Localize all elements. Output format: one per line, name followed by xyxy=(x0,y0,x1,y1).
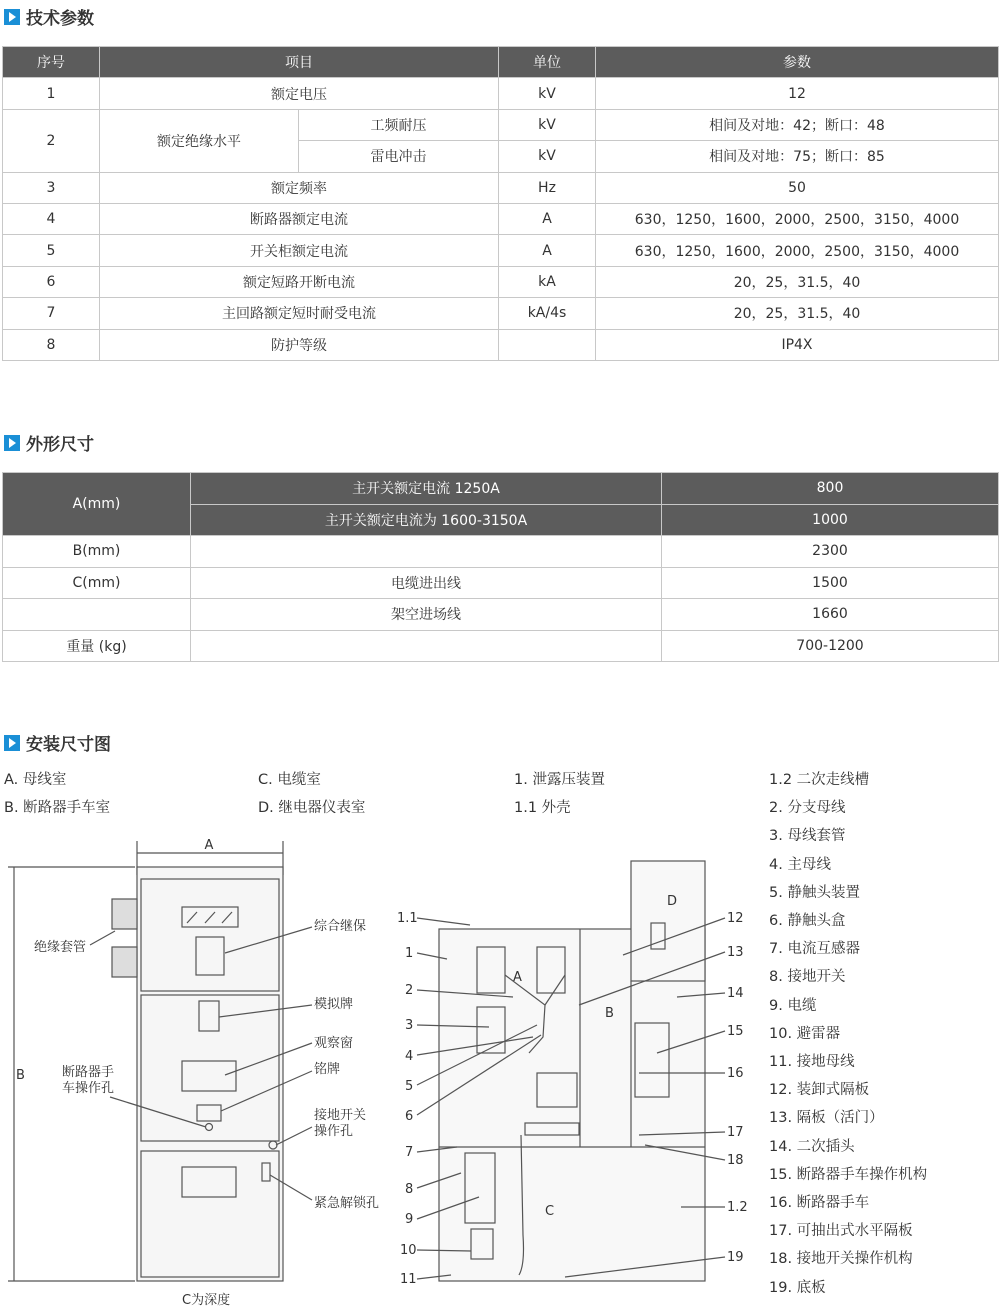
callout-right: 12 xyxy=(727,911,744,926)
table-row: 8 防护等级 IP4X xyxy=(3,329,999,360)
callout-left: 8 xyxy=(405,1182,414,1197)
header-item: 项目 xyxy=(100,47,499,78)
section-title-dims: 外形尺寸 xyxy=(4,430,94,455)
callout-left: 6 xyxy=(405,1109,414,1124)
section-title-install: 安装尺寸图 xyxy=(4,730,111,755)
callout-left: 1 xyxy=(405,946,414,961)
label-nameplate: 铭牌 xyxy=(314,1062,341,1077)
callout-left: 7 xyxy=(405,1145,414,1160)
label-earth-hole-1: 接地开关 xyxy=(314,1108,367,1123)
dimensions-table xyxy=(2,472,999,662)
callout-right: 17 xyxy=(727,1125,744,1140)
label-relay: 综合继保 xyxy=(314,919,367,934)
side-view-drawing xyxy=(395,855,770,1295)
table-header-row xyxy=(3,47,999,78)
legend-item: 5. 静触头装置 xyxy=(769,884,860,901)
callout-right: 14 xyxy=(727,986,744,1001)
callout-right: 1.2 xyxy=(727,1200,748,1215)
callout-right: 16 xyxy=(727,1066,744,1081)
label-insulator: 绝缘套管 xyxy=(34,940,87,955)
section-title-tech: 技术参数 xyxy=(4,4,94,29)
legend-item: 12. 装卸式隔板 xyxy=(769,1082,870,1099)
label-breaker-hole-2: 车操作孔 xyxy=(62,1081,115,1096)
table-row: 2 额定绝缘水平 工频耐压 kV 相间及对地：42；断口：48 xyxy=(3,109,999,140)
legend-item: 19. 底板 xyxy=(769,1279,826,1296)
table-row: 3 额定频率 Hz 50 xyxy=(3,172,999,203)
legend-item: 18. 接地开关操作机构 xyxy=(769,1251,913,1268)
callout-left: 5 xyxy=(405,1079,414,1094)
legend-item: 10. 避雷器 xyxy=(769,1025,841,1042)
legend-item: 11. 接地母线 xyxy=(769,1054,855,1071)
legend-item: 8. 接地开关 xyxy=(769,969,846,986)
legend-item: 13. 隔板（活门） xyxy=(769,1110,884,1127)
header-unit: 单位 xyxy=(499,47,596,78)
legend-item: 7. 电流互感器 xyxy=(769,941,860,958)
play-arrow-icon xyxy=(4,9,20,25)
header-no: 序号 xyxy=(3,47,100,78)
label-breaker-hole-1: 断路器手 xyxy=(62,1065,115,1080)
dim-a-label: A xyxy=(204,838,214,853)
legend-item: 14. 二次插头 xyxy=(769,1138,855,1155)
callout-left: 3 xyxy=(405,1018,414,1033)
table-row: 重量 (kg) 700-1200 xyxy=(3,630,999,662)
legend-item: 16. 断路器手车 xyxy=(769,1195,870,1212)
header-value: 参数 xyxy=(596,47,999,78)
legend-item: 17. 可抽出式水平隔板 xyxy=(769,1223,913,1240)
table-row: C(mm) 电缆进出线 1500 xyxy=(3,567,999,599)
callout-right: 19 xyxy=(727,1250,744,1265)
table-row: 架空进场线 1660 xyxy=(3,599,999,631)
legend-item: 4. 主母线 xyxy=(769,856,831,873)
front-view-drawing xyxy=(0,835,395,1310)
table-row: B(mm) 2300 xyxy=(3,536,999,568)
legend-item: 1.1 外壳 xyxy=(514,800,571,817)
legend-col-1 xyxy=(4,766,110,822)
label-mimic: 模拟牌 xyxy=(314,997,354,1012)
label-unlock: 紧急解锁孔 xyxy=(314,1196,380,1211)
callout-right: 18 xyxy=(727,1153,744,1168)
callout-right: 13 xyxy=(727,945,744,960)
legend-item: 1. 泄露压装置 xyxy=(514,772,605,788)
callout-left: 2 xyxy=(405,983,414,998)
tech-params-table xyxy=(2,46,999,361)
legend-col-3 xyxy=(514,766,605,822)
label-window: 观察窗 xyxy=(314,1036,354,1051)
legend-item: 6. 静触头盒 xyxy=(769,913,846,930)
table-row: 主开关额定电流为 1600-3150A 1000 xyxy=(3,504,999,536)
play-arrow-icon xyxy=(4,435,20,451)
legend-item: 2. 分支母线 xyxy=(769,800,846,817)
callout-left: 10 xyxy=(400,1243,417,1258)
legend-item: C. 电缆室 xyxy=(258,772,321,788)
legend-item: 1.2 二次走线槽 xyxy=(769,772,870,788)
legend-col-2 xyxy=(258,766,365,822)
legend-col-4 xyxy=(769,766,927,1302)
table-row: 1 额定电压 kV 12 xyxy=(3,78,999,109)
table-row: 6 额定短路开断电流 kA 20，25，31.5，40 xyxy=(3,266,999,297)
callout-left: 1.1 xyxy=(397,911,418,926)
callout-left: 9 xyxy=(405,1212,414,1227)
callout-left: 11 xyxy=(400,1272,417,1287)
zone-d-label: D xyxy=(667,894,678,909)
legend-item: D. 继电器仪表室 xyxy=(258,800,366,817)
play-arrow-icon xyxy=(4,735,20,751)
zone-a-label: A xyxy=(513,970,522,985)
label-earth-hole-2: 操作孔 xyxy=(314,1124,354,1139)
zone-b-label: B xyxy=(605,1006,614,1021)
depth-note: C为深度 xyxy=(182,1293,231,1308)
legend-item: B. 断路器手车室 xyxy=(4,800,111,817)
legend-item: 3. 母线套管 xyxy=(769,828,846,845)
callout-right: 15 xyxy=(727,1024,744,1039)
table-row: A(mm) 主开关额定电流 1250A 800 xyxy=(3,473,999,505)
table-row: 5 开关柜额定电流 A 630，1250，1600，2000，2500，3150，4000 xyxy=(3,235,999,266)
callout-left: 4 xyxy=(405,1049,414,1064)
table-row: 7 主回路额定短时耐受电流 kA/4s 20，25，31.5，40 xyxy=(3,298,999,329)
zone-c-label: C xyxy=(545,1204,555,1219)
legend-item: 9. 电缆 xyxy=(769,997,817,1014)
legend-item: 15. 断路器手车操作机构 xyxy=(769,1166,928,1183)
table-row: 雷电冲击 kV 相间及对地：75；断口：85 xyxy=(3,141,999,172)
table-row: 4 断路器额定电流 A 630，1250，1600，2000，2500，3150，4000 xyxy=(3,203,999,234)
dim-b-label: B xyxy=(16,1068,25,1083)
legend-item: A. 母线室 xyxy=(4,772,67,788)
